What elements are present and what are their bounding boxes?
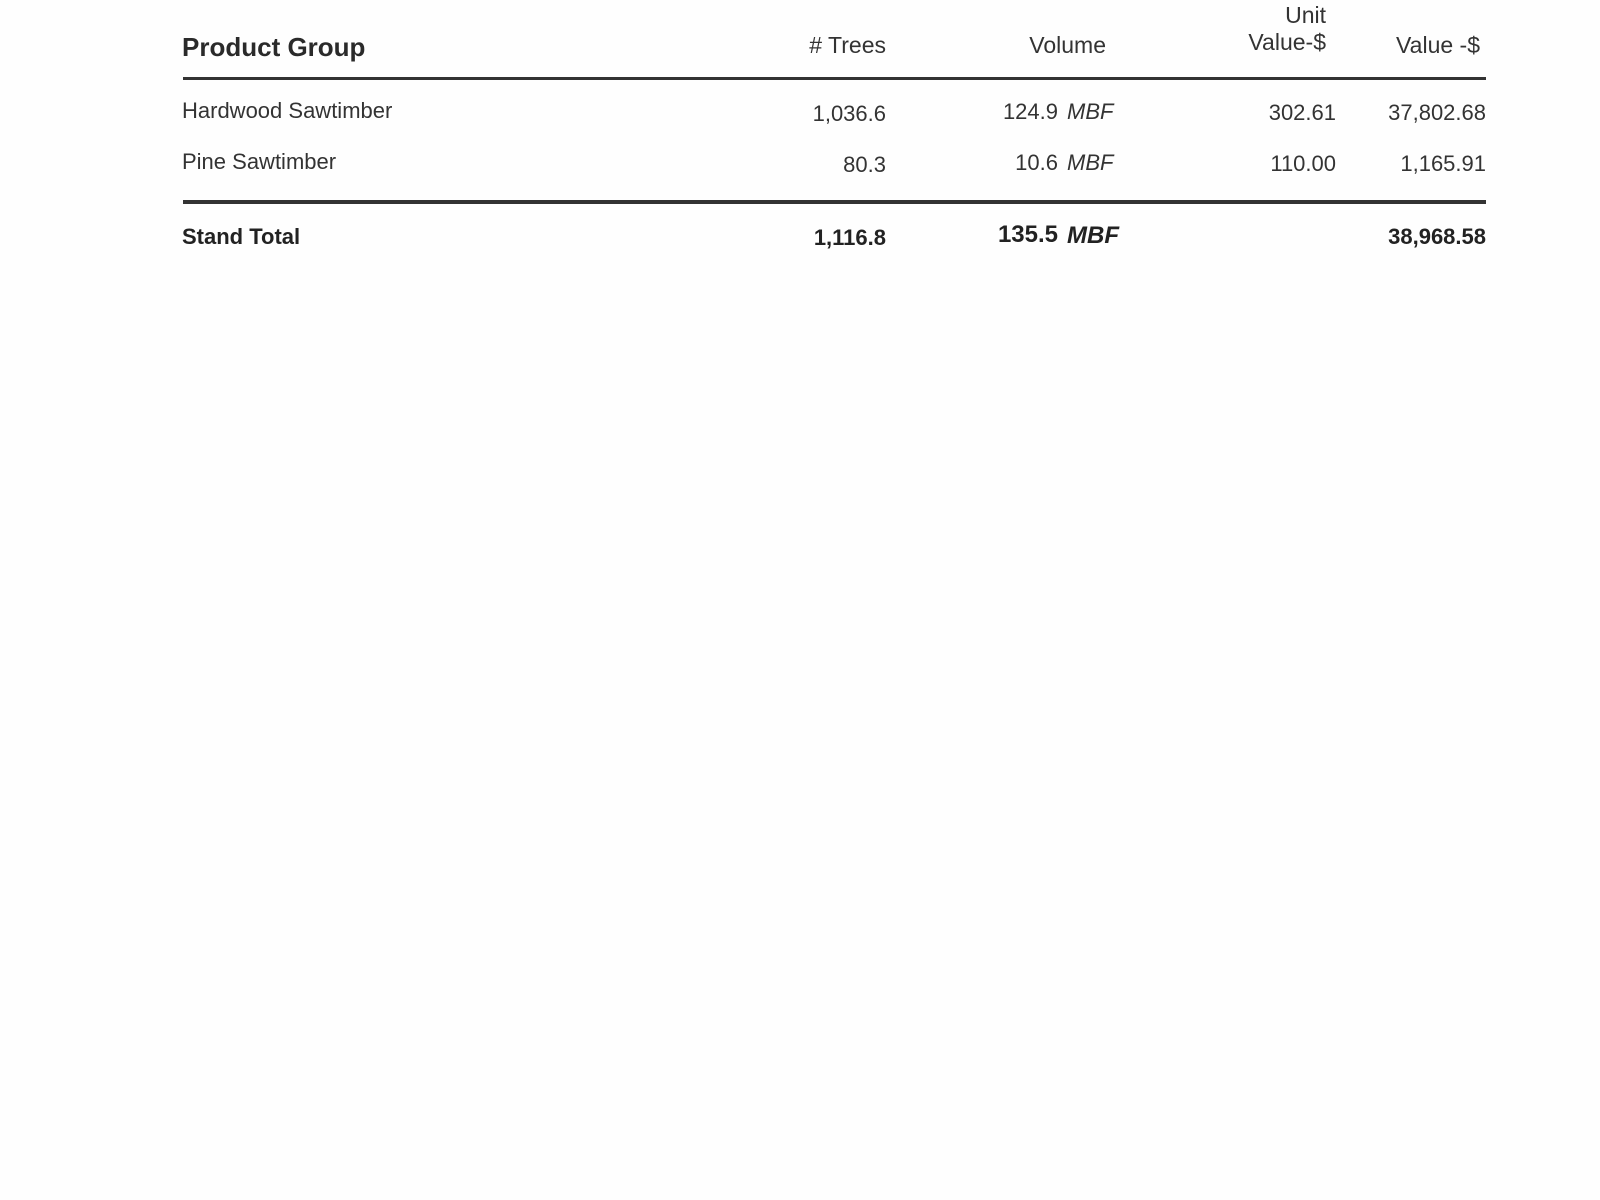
header-volume: Volume xyxy=(1029,32,1106,58)
row-product-group: Hardwood Sawtimber xyxy=(182,98,393,123)
header-unit-value-line1: Unit xyxy=(1285,2,1326,28)
row-product-group: Pine Sawtimber xyxy=(182,149,337,174)
row-trees: 1,036.6 xyxy=(812,101,886,126)
row-unit-value: 302.61 xyxy=(1268,100,1336,125)
header-unit-value-line2: Value-$ xyxy=(1248,29,1326,55)
total-value: 38,968.58 xyxy=(1388,224,1486,249)
total-divider xyxy=(183,200,1486,204)
row-value: 1,165.91 xyxy=(1400,151,1486,176)
row-volume: 10.6 xyxy=(1015,150,1058,175)
row-volume-unit: MBF xyxy=(1067,150,1114,175)
total-volume-unit: MBF xyxy=(1067,222,1119,249)
total-label: Stand Total xyxy=(182,224,301,249)
header-product-group: Product Group xyxy=(182,32,366,62)
row-volume-unit: MBF xyxy=(1067,99,1114,124)
total-volume: 135.5 xyxy=(997,221,1058,248)
row-volume: 124.9 xyxy=(1002,99,1058,124)
header-divider xyxy=(183,77,1486,80)
row-unit-value: 110.00 xyxy=(1270,151,1336,176)
total-trees: 1,116.8 xyxy=(813,225,886,250)
header-value: Value -$ xyxy=(1396,32,1480,58)
row-value: 37,802.68 xyxy=(1388,100,1486,125)
row-trees: 80.3 xyxy=(843,152,886,177)
header-trees: # Trees xyxy=(809,32,886,58)
